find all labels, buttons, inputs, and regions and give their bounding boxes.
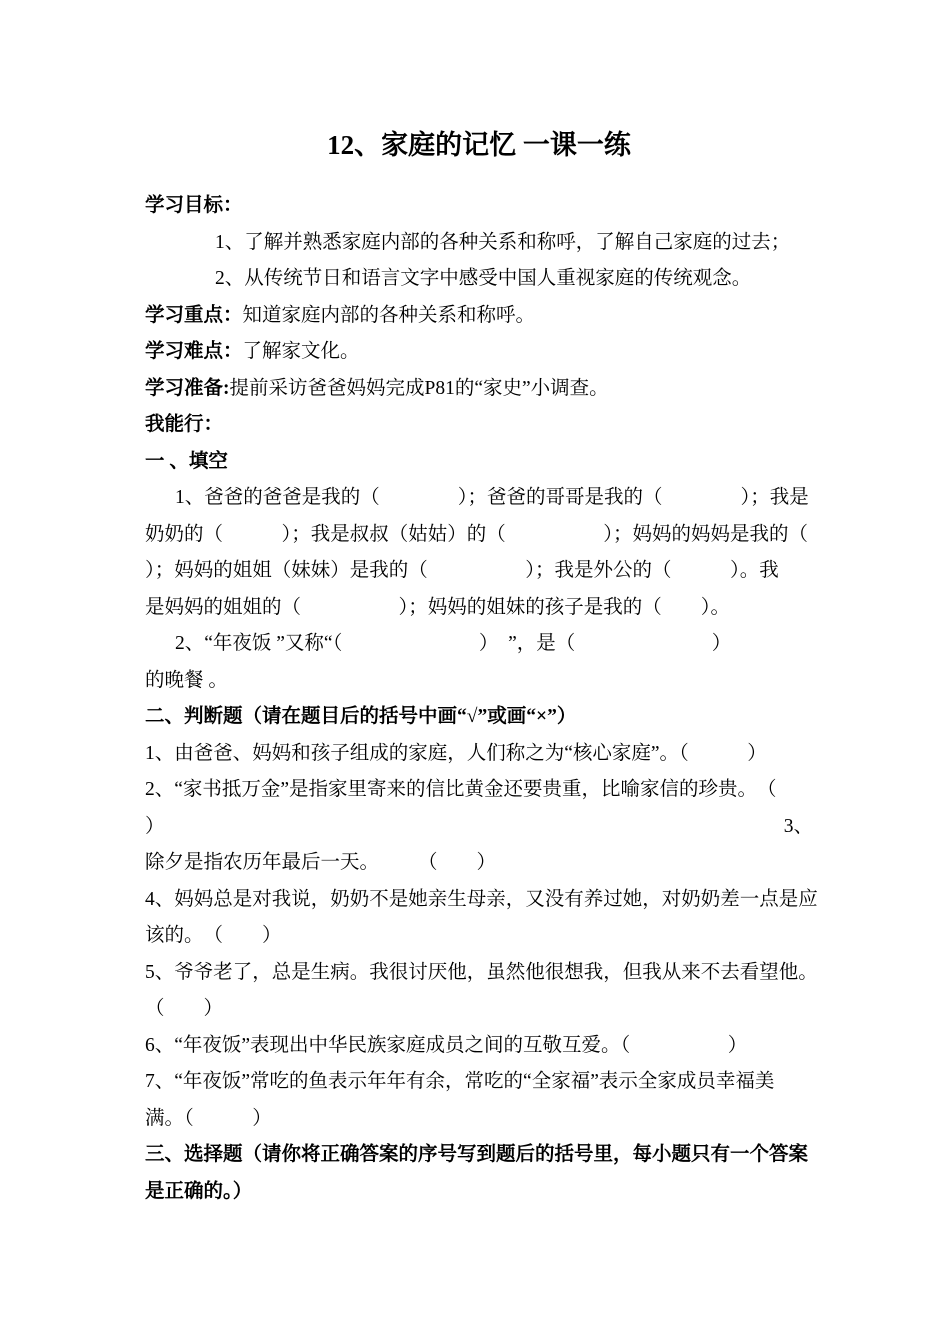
judge-q3-line [145, 845, 813, 882]
fill-q2-line-2 [145, 663, 813, 700]
study-preparation-text: 提前采访爸爸妈妈完成P81的“家史”小调查。 [229, 377, 609, 399]
section-3-heading-line-1-text: 三、选择题（请你将正确答案的序号写到题后的括号里，每小题只有一个答案 [145, 1144, 809, 1165]
judge-q2-line-1 [145, 772, 813, 809]
study-difficulty-text: 了解家文化。 [242, 341, 360, 362]
judge-q3-number: 3、 [783, 815, 813, 837]
judge-q6-line [145, 1028, 813, 1065]
label-study-key-point: 学习重点： [145, 304, 243, 326]
label-i-can-do [145, 407, 813, 444]
judge-q5-line-1 [145, 955, 818, 992]
fill-q2-line-1-text: 2、“年夜饭 ”又称“（ ） ”，是（ ） [175, 633, 732, 654]
judge-q7-line-1 [145, 1064, 813, 1101]
study-preparation-line [145, 371, 813, 408]
fill-q1-line-4 [145, 590, 813, 627]
judge-q1-line [145, 736, 813, 773]
section-3-choice-heading-line-1 [145, 1137, 813, 1174]
study-key-point-line [145, 298, 813, 335]
study-difficulty-line [145, 334, 813, 371]
judge-q3-text: 除夕是指农历年最后一天。 （ ） [145, 852, 497, 873]
fill-q1-line-1 [145, 480, 813, 517]
objective-item-2 [145, 261, 813, 298]
judge-q5-line-1-text: 5、爷爷老了，总是生病。我很讨厌他，虽然他很想我，但我从来不去看望他。 [145, 961, 818, 983]
label-i-can-do-text: 我能行： [145, 414, 224, 435]
judge-q2-close-paren: ） [145, 815, 165, 837]
objective-item-1 [145, 225, 813, 262]
label-study-preparation: 学习准备: [145, 377, 230, 399]
fill-q2-line-2-text: 的晚餐 。 [145, 669, 228, 691]
label-study-objectives [145, 188, 813, 225]
fill-q1-line-3 [145, 553, 813, 590]
judge-q4-line-1 [145, 882, 818, 919]
study-key-point-text: 知道家庭内部的各种关系和称呼。 [242, 304, 536, 326]
judge-q4-line-2 [145, 918, 813, 955]
judge-q6-text: 6、“年夜饭”表现出中华民族家庭成员之间的互敬互爱。（ ） [145, 1034, 748, 1056]
section-2-judge-heading [145, 699, 813, 736]
judge-q1-text: 1、由爸爸、妈妈和孩子组成的家庭，人们称之为“核心家庭”。（ ） [145, 742, 767, 764]
judge-q5-line-2 [145, 991, 813, 1028]
judge-q7-line-1-text: 7、“年夜饭”常吃的鱼表示年年有余，常吃的“全家福”表示全家成员幸福美 [145, 1071, 775, 1092]
judge-q7-line-2 [145, 1101, 813, 1138]
judge-q5-line-2-text: （ ） [145, 998, 224, 1019]
section-1-fill-blank-heading [145, 444, 813, 481]
page-title: 12、家庭的记忆 一课一练 [327, 130, 631, 160]
objective-item-2-text: 2、从传统节日和语言文字中感受中国人重视家庭的传统观念。 [215, 268, 752, 289]
label-study-difficulty: 学习难点： [145, 341, 243, 362]
fill-q1-line-2-text: 奶奶的（ ）；我是叔叔（姑姑）的（ ）；妈妈的妈妈是我的（ [145, 523, 809, 545]
section-3-heading-line-2-text: 是正确的。） [145, 1180, 253, 1202]
label-study-objectives-text: 学习目标： [145, 195, 243, 216]
judge-q2-line-2 [145, 809, 813, 846]
section-2-heading-text: 二、判断题（请在题目后的括号中画“√”或画“×”） [145, 706, 577, 727]
fill-q2-line-1 [145, 626, 813, 663]
fill-q1-line-3-text: ）；妈妈的姐姐（妹妹）是我的（ ）；我是外公的（ ）。我 [145, 560, 779, 581]
judge-q4-line-2-text: 该的。 （ ） [145, 925, 282, 946]
judge-q2-line-1-text: 2、“家书抵万金”是指家里寄来的信比黄金还要贵重，比喻家信的珍贵。 （ [145, 779, 777, 800]
judge-q4-line-1-text: 4、妈妈总是对我说，奶奶不是她亲生母亲，又没有养过她，对奶奶差一点是应 [145, 888, 818, 910]
fill-q1-line-1-text: 1、爸爸的爸爸是我的（ ）；爸爸的哥哥是我的（ ）；我是 [175, 487, 809, 508]
judge-q7-line-2-text: 满。（ ） [145, 1107, 272, 1129]
fill-q1-line-4-text: 是妈妈的姐姐的（ ）；妈妈的姐妹的孩子是我的（ ）。 [145, 596, 731, 618]
section-1-heading-text: 一 、填空 [145, 450, 228, 472]
objective-item-1-text: 1、了解并熟悉家庭内部的各种关系和称呼，了解自己家庭的过去； [215, 231, 791, 253]
fill-q1-line-2 [145, 517, 813, 554]
section-3-choice-heading-line-2 [145, 1174, 813, 1211]
